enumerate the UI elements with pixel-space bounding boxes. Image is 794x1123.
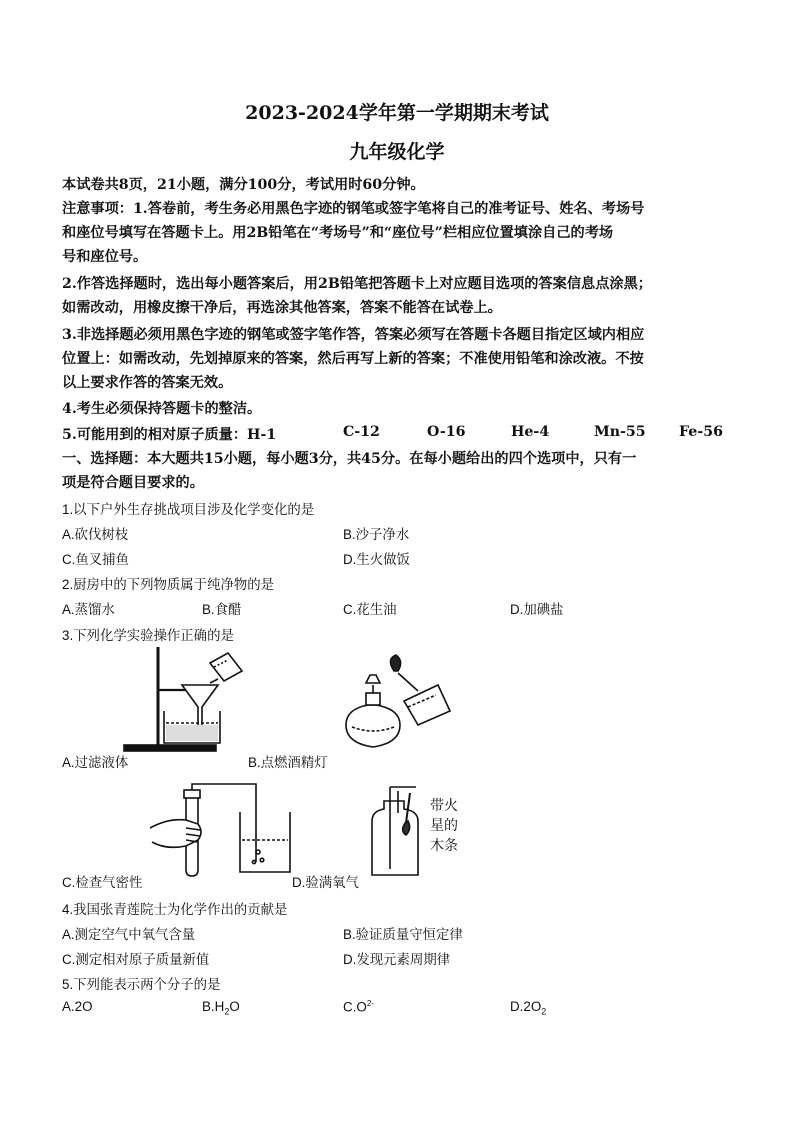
note-1-line-1: 注意事项：1.答卷前，考生务必用黑色字迹的钢笔或签字笔将自己的准考证号、姓名、考场号 <box>62 201 645 217</box>
section-1-line-1: 一、选择题：本大题共15小题，每小题3分，共45分。在每小题给出的四个选项中，只有一 <box>62 451 637 467</box>
intro-line: 本试卷共8页，21小题，满分100分，考试用时60分钟。 <box>62 177 425 193</box>
q3-option-d: D.验满氧气 <box>292 875 359 890</box>
q2-option-c: C.花生油 <box>343 602 397 617</box>
q5-stem: 5.下列能表示两个分子的是 <box>62 977 221 992</box>
q3-option-b: B.点燃酒精灯 <box>248 755 328 770</box>
q5-option-a: A.2O <box>62 999 93 1014</box>
q2-stem: 2.厨房中的下列物质属于纯净物的是 <box>62 577 275 592</box>
note-3-line-1: 3.非选择题必须用黑色字迹的钢笔或签字笔作答，答案必须写在答题卡各题目指定区域内相应 <box>62 327 645 343</box>
note-5-label: 5.可能用到的相对原子质量：H-1 <box>62 427 277 443</box>
section-1-line-2: 项是符合题目要求的。 <box>62 475 204 491</box>
q4-option-a: A.测定空气中氧气含量 <box>62 927 196 942</box>
q2-option-b: B.食醋 <box>202 602 242 617</box>
note-3-line-2: 位置上：如需改动，先划掉原来的答案，然后再写上新的答案；不准使用铅笔和涂改液。不按 <box>62 351 644 367</box>
note-1-line-3: 号和座位号。 <box>62 249 148 265</box>
q5-b-prefix: B.H <box>202 999 225 1014</box>
exam-subtitle: 九年级化学 <box>349 141 445 163</box>
q3-option-c: C.检查气密性 <box>62 875 143 890</box>
q1-stem: 1.以下户外生存挑战项目涉及化学变化的是 <box>62 502 315 517</box>
q4-stem: 4.我国张青莲院士为化学作出的贡献是 <box>62 902 288 917</box>
q5-d-subscript: 2 <box>541 1006 547 1017</box>
q4-option-c: C.测定相对原子质量新值 <box>62 952 210 967</box>
exam-title: 2023-2024学年第一学期期末考试 <box>245 102 549 124</box>
figure-filtration <box>118 645 248 755</box>
q5-option-c <box>343 999 374 1014</box>
q5-c-superscript: 2- <box>366 999 374 1008</box>
q5-d-prefix: D.2O <box>510 999 542 1014</box>
q1-option-a: A.砍伐树枝 <box>62 527 129 542</box>
note-2-line-2: 如需改动，用橡皮擦干净后，再选涂其他答案，答案不能答在试卷上。 <box>62 300 502 316</box>
mass-c: C-12 <box>343 424 380 440</box>
q1-option-c: C.鱼叉捕鱼 <box>62 552 129 567</box>
note-1-line-2: 和座位号填写在答题卡上。用2B铅笔在“考场号”和“座位号”栏相应位置填涂自己的考场 <box>62 225 614 241</box>
q2-option-a: A.蒸馏水 <box>62 602 115 617</box>
q3-option-a: A.过滤液体 <box>62 755 129 770</box>
q3-stem: 3.下列化学实验操作正确的是 <box>62 628 234 643</box>
mass-mn: Mn-55 <box>594 424 646 440</box>
note-3-line-3: 以上要求作答的答案无效。 <box>62 375 233 391</box>
note-4: 4.考生必须保持答题卡的整洁。 <box>62 401 262 417</box>
mass-he: He-4 <box>511 424 550 440</box>
q5-option-b <box>202 999 240 1017</box>
q1-option-b: B.沙子净水 <box>343 527 410 542</box>
splint-label-3: 木条 <box>430 837 458 853</box>
splint-label-1: 带火 <box>430 797 458 813</box>
q2-option-d: D.加碘盐 <box>510 602 564 617</box>
q4-option-b: B.验证质量守恒定律 <box>343 927 463 942</box>
splint-label-2: 星的 <box>430 817 458 833</box>
note-2-line-1: 2.作答选择题时，选出每小题答案后，用2B铅笔把答题卡上对应题目选项的答案信息点涂黑； <box>62 276 652 292</box>
q5-b-subscript: 2 <box>224 1006 230 1017</box>
mass-fe: Fe-56 <box>679 424 723 440</box>
q5-option-d <box>510 999 546 1017</box>
mass-o: O-16 <box>427 424 466 440</box>
q5-b-suffix: O <box>229 999 240 1014</box>
figure-alcohol-lamp <box>338 655 458 755</box>
q4-option-d: D.发现元素周期律 <box>343 952 451 967</box>
figure-airtightness <box>148 778 298 878</box>
q5-c-prefix: C.O <box>343 999 367 1015</box>
q1-option-d: D.生火做饭 <box>343 552 410 567</box>
